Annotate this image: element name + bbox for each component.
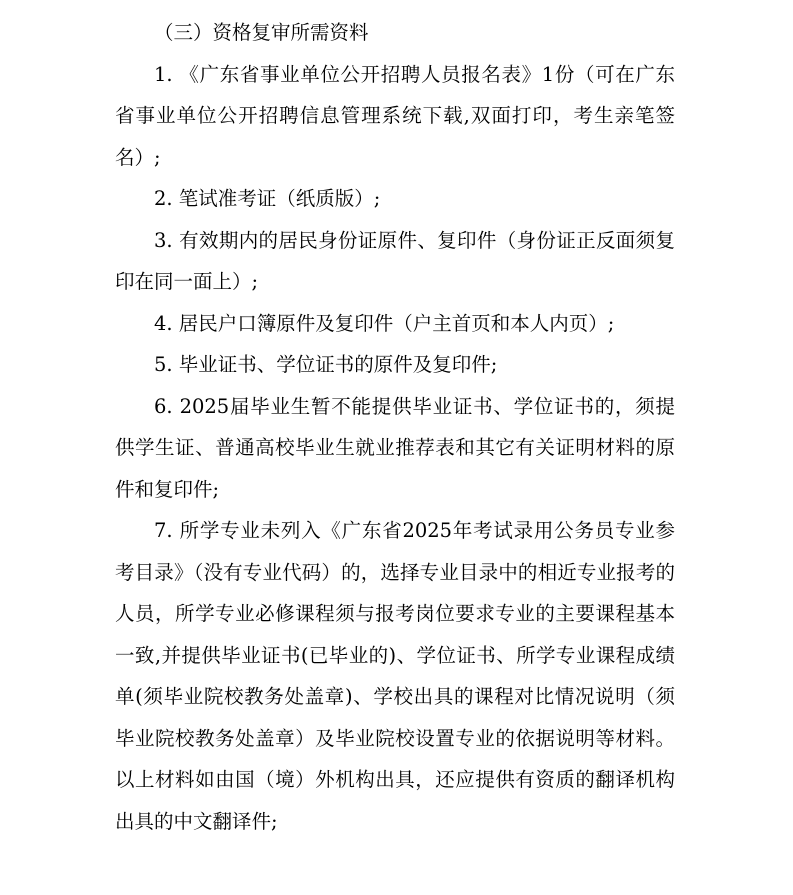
list-item-3: 3. 有效期内的居民身份证原件、复印件（身份证正反面须复印在同一面上）;: [115, 228, 675, 293]
list-item-6: 6. 2025届毕业生暂不能提供毕业证书、学位证书的，须提供学生证、普通高校毕业生就业推荐表和其它有关证明材料的原件和复印件;: [115, 394, 675, 501]
list-item-2: 2. 笔试准考证（纸质版）;: [154, 187, 381, 210]
list-item-1: 1. 《广东省事业单位公开招聘人员报名表》1份（可在广东省事业单位公开招聘信息管理系统下载,双面打印，考生亲笔签名）;: [115, 62, 675, 169]
list-item-4: 4. 居民户口簿原件及复印件（户主首页和本人内页）;: [154, 311, 615, 335]
list-item-5: 5. 毕业证书、学位证书的原件及复印件;: [154, 353, 498, 376]
document-body: [115, 12, 675, 842]
section-heading: （三）资格复审所需资料: [154, 21, 369, 44]
list-item-7: 7. 所学专业未列入《广东省2025年考试录用公务员专业参考目录》（没有专业代码）的，选择专业目录中的相近专业报考的人员，所学专业必修课程须与报考岗位要求专业的主要课程基本一致,并提供毕业证书(已毕业的)、学位证书、所学专业课程成绩单(须毕业院校教务处盖章)、学校出具的课程对比情况说明（须毕业院校教务处盖章）及毕业院校设置专业的依据说明等材料。以上材料如由国（境）外机构出具，还应提供有资质的翻译机构出具的中文翻译件;: [115, 519, 675, 833]
